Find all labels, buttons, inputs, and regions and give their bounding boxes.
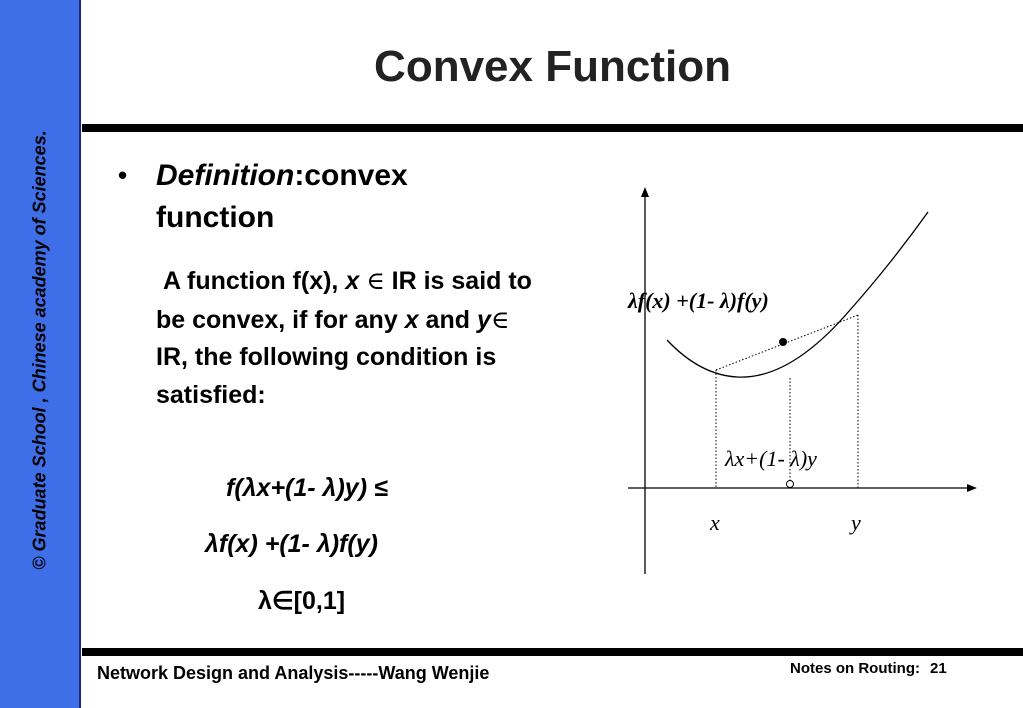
definition-word: Definition (156, 159, 295, 192)
footer-rule (82, 648, 1023, 656)
page-number: 21 (929, 660, 947, 677)
footer-notes (790, 660, 947, 677)
convexity-graph (600, 175, 1020, 585)
mix-point-marker (787, 481, 794, 488)
footer-course: Network Design and Analysis-----Wang Wenjie (97, 663, 490, 683)
para-text-1: A function f(x), (162, 267, 346, 295)
chord-point (779, 338, 787, 346)
para-var-y: y (476, 305, 491, 334)
formula-left-side: f(λx+(1- λ)y) ≤ (226, 474, 388, 502)
element-of-symbol: ∈ (366, 266, 385, 295)
para-text-4: IR, the following condition is satisfied: (156, 343, 497, 409)
secant-chord (716, 315, 858, 370)
element-of-symbol-2: ∈ (490, 304, 510, 334)
copyright-text: © Graduate School , Chinese academy of Sciences. (29, 130, 50, 570)
para-text-2: IR is said to be convex, if for any (156, 267, 532, 334)
bullet-icon: • (118, 160, 128, 190)
chord-label: λf(x) +(1- λ)f(y) (628, 288, 769, 313)
heading-rest: :convex function (156, 159, 408, 234)
para-text-3: and (418, 305, 477, 334)
title-rule (82, 124, 1023, 132)
y-axis-arrow-icon (641, 187, 649, 197)
x-axis-arrow-icon (967, 484, 977, 492)
formula-right-side: λf(x) +(1- λ)f(y) (205, 530, 378, 558)
slide-title: Convex Function (374, 42, 731, 91)
y-tick-label: y (851, 510, 861, 535)
para-var-x: x (345, 267, 360, 295)
definition-paragraph (156, 262, 536, 414)
x-tick-label: x (710, 510, 720, 535)
formula-lambda-range: λ∈[0,1] (258, 587, 346, 615)
sidebar-band (0, 0, 81, 708)
mix-label: λx+(1- λ)y (725, 446, 817, 471)
bullet-heading (156, 155, 496, 239)
footer-notes-label: Notes on Routing: (790, 660, 920, 677)
para-var-x2: x (404, 305, 419, 334)
